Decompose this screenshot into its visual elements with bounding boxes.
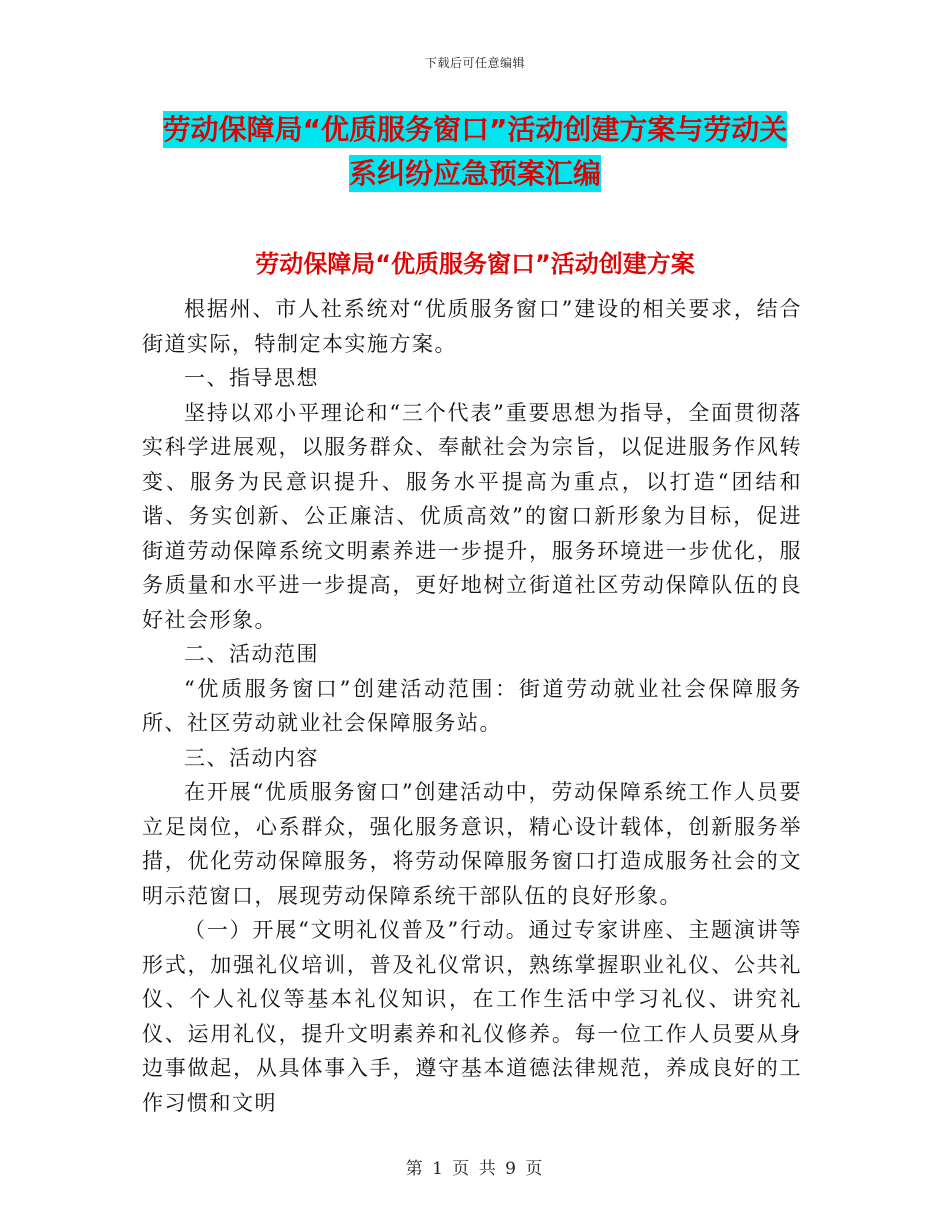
heading-activity-scope: 二、活动范围: [184, 642, 319, 666]
document-body: [142, 292, 802, 1120]
heading-guiding-thought: 一、指导思想: [184, 366, 319, 390]
paragraph-etiquette-campaign: （一）开展“文明礼仪普及”行动。通过专家讲座、主题演讲等形式，加强礼仪培训，普及礼仪常识，熟练掌握职业礼仪、公共礼仪、个人礼仪等基本礼仪知识，在工作生活中学习礼仪、讲究礼仪、运用礼仪，提升文明素养和礼仪修养。每一位工作人员要从身边事做起，从具体事入手，遵守基本道德法律规范，养成良好的工作习惯和文明: [142, 918, 802, 1115]
paragraph-intro: 根据州、市人社系统对“优质服务窗口”建设的相关要求，结合街道实际，特制定本实施方案。: [142, 297, 802, 356]
section-subtitle: 劳动保障局“优质服务窗口”活动创建方案: [255, 250, 695, 278]
header-note: 下载后可任意编辑: [424, 56, 525, 70]
title-line-2: 系纠纷应急预案汇编: [348, 157, 601, 190]
paragraph-activity-scope: “优质服务窗口”创建活动范围：街道劳动就业社会保障服务所、社区劳动就业社会保障服务站。: [142, 676, 802, 735]
page-number: 第 1 页 共 9 页: [405, 1159, 545, 1179]
title-line-1: 劳动保障局“优质服务窗口”活动创建方案与劳动关: [162, 113, 788, 146]
document-title: [0, 108, 950, 196]
paragraph-guiding-thought: 坚持以邓小平理论和“三个代表”重要思想为指导，全面贯彻落实科学进展观，以服务群众、奉献社会为宗旨，以促进服务作风转变、服务为民意识提升、服务水平提高为重点，以打造“团结和谐、务实创新、公正廉洁、优质高效”的窗口新形象为目标，促进街道劳动保障系统文明素养进一步提升，服务环境进一步优化，服务质量和水平进一步提高，更好地树立街道社区劳动保障队伍的良好社会形象。: [142, 400, 802, 632]
paragraph-activity-content: 在开展“优质服务窗口”创建活动中，劳动保障系统工作人员要立足岗位，心系群众，强化服务意识，精心设计载体，创新服务举措，优化劳动保障服务，将劳动保障服务窗口打造成服务社会的文明示范窗口，展现劳动保障系统干部队伍的良好形象。: [142, 780, 802, 908]
heading-activity-content: 三、活动内容: [184, 745, 319, 770]
